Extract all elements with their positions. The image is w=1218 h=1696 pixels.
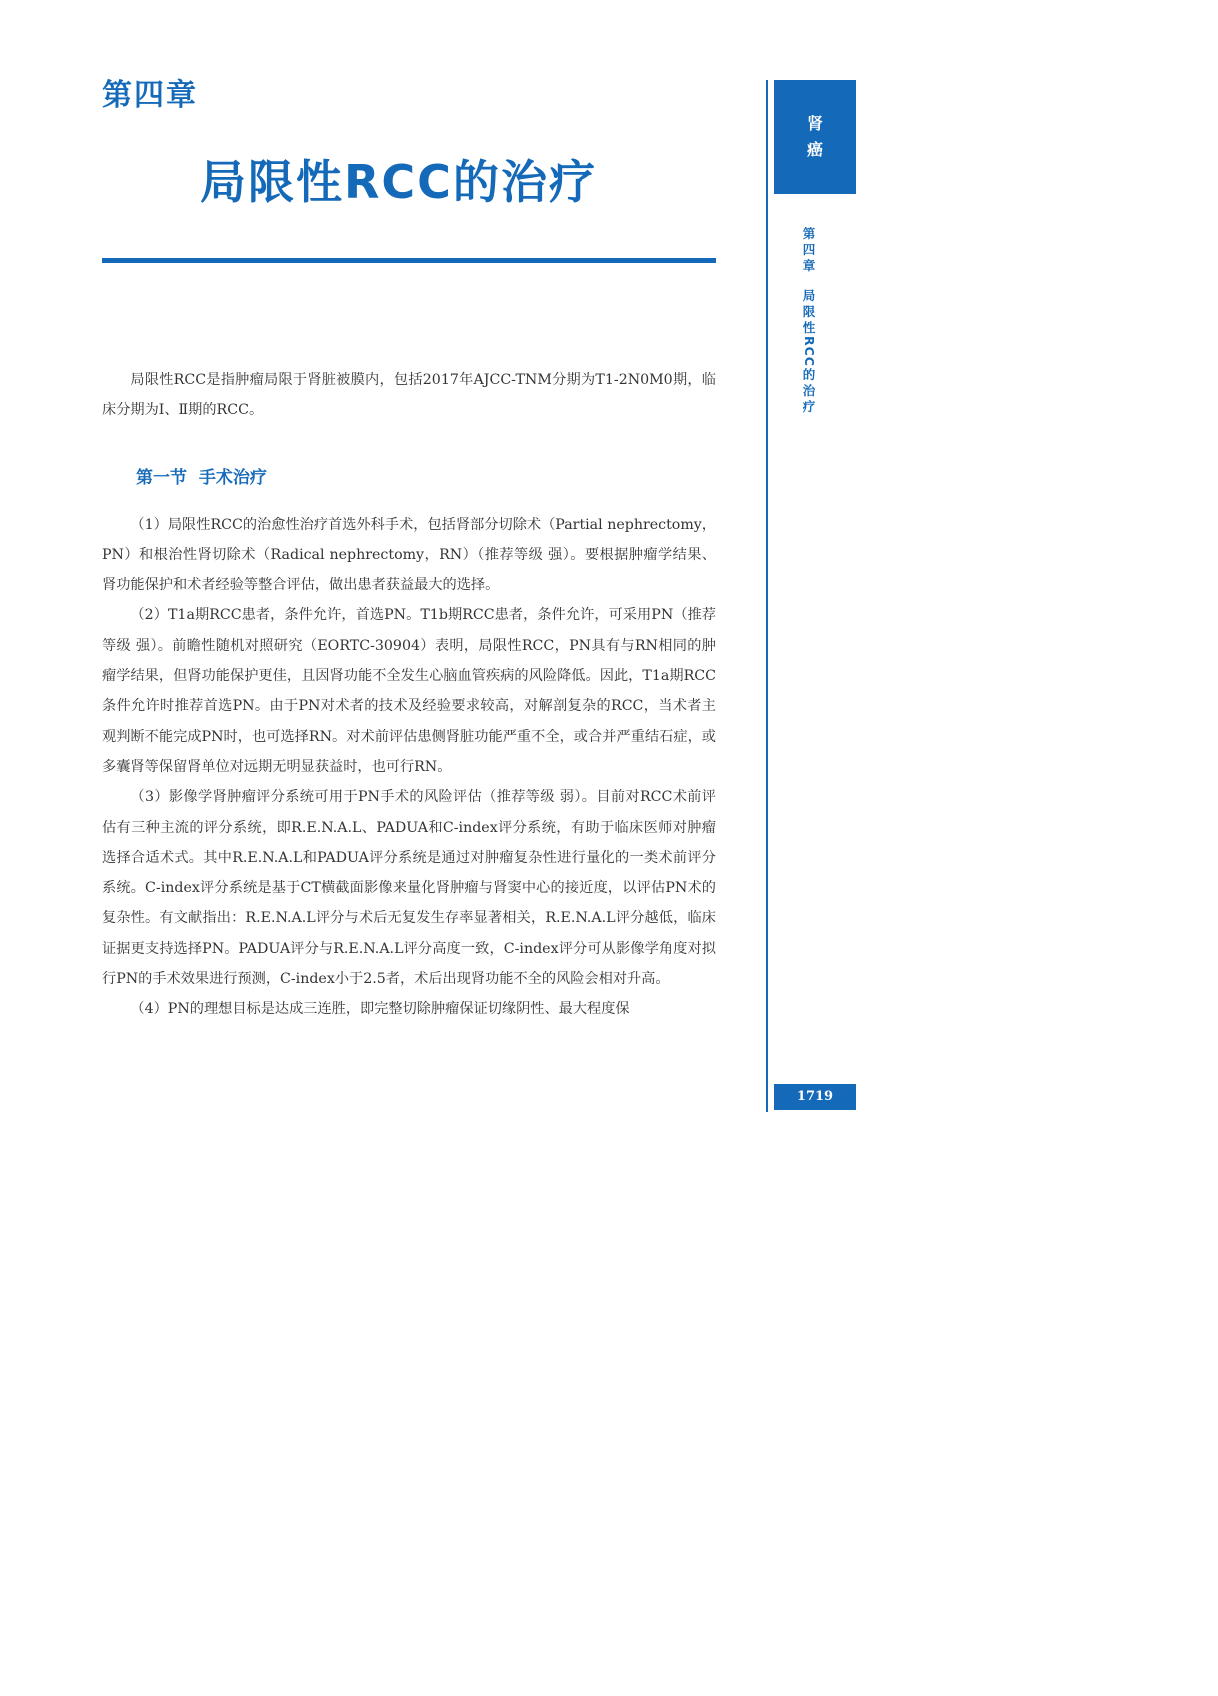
paragraph-1: （1）局限性RCC的治愈性治疗首选外科手术，包括肾部分切除术（Partial nephrectomy，PN）和根治性肾切除术（Radical nephrectomy，RN）（推荐等级 强）。要根据肿瘤学结果、肾功能保护和术者经验等整合评估，做出患者获益最大的选择。 [102, 516, 716, 594]
sidebar-tab-label: 肾癌 [806, 114, 823, 159]
sidebar-title-prefix: 局限性 [802, 288, 816, 335]
paragraph-4: （4）PN的理想目标是达成三连胜，即完整切除肿瘤保证切缘阴性、最大程度保 [130, 1001, 630, 1018]
sidebar-tab [774, 80, 856, 194]
section-heading: 第一节 手术治疗 [136, 467, 267, 488]
sidebar-title-rcc: RCC [802, 336, 817, 367]
title-rule [102, 258, 716, 263]
intro-paragraph: 局限性RCC是指肿瘤局限于肾脏被膜内，包括2017年AJCC-TNM分期为T1-2N0M0期，临床分期为Ⅰ、Ⅱ期的RCC。 [102, 372, 716, 419]
page-number: 1719 [774, 1084, 856, 1110]
sidebar-rule [766, 80, 768, 1112]
paragraph-2: （2）T1a期RCC患者，条件允许，首选PN。T1b期RCC患者，条件允许，可采用PN（推荐等级 强）。前瞻性随机对照研究（EORTC-30904）表明，局限性RCC，PN具有与RN相同的肿瘤学结果，但肾功能保护更佳，且因肾功能不全发生心脑血管疾病的风险降低。因此，T1a期RCC条件允许时推荐首选PN。由于PN对术者的技术及经验要求较高，对解剖复杂的RCC，当术者主观判断不能完成PN时，也可选择RN。对术前评估患侧肾脏功能严重不全，或合并严重结石症，或多囊肾等保留肾单位对远期无明显获益时，也可行RN。 [102, 607, 716, 775]
sidebar-gap [799, 274, 819, 288]
paragraph-3: （3）影像学肾肿瘤评分系统可用于PN手术的风险评估（推荐等级 弱）。目前对RCC术前评估有三种主流的评分系统，即R.E.N.A.L、PADUA和C-index评分系统，有助于临床医师对肿瘤选择合适术式。其中R.E.N.A.L和PADUA评分系统是通过对肿瘤复杂性进行量化的一类术前评分系统。C-index评分系统是基于CT横截面影像来量化肾肿瘤与肾窦中心的接近度，以评估PN术的复杂性。有文献指出：R.E.N.A.L评分与术后无复发生存率显著相关，R.E.N.A.L评分越低，临床证据更支持选择PN。PADUA评分与R.E.N.A.L评分高度一致，C-index评分可从影像学角度对拟行PN的手术效果进行预测，C-index小于2.5者，术后出现肾功能不全的风险会相对升高。 [102, 789, 716, 988]
main-text [102, 365, 716, 1025]
sidebar-chapter-label: 第四章 [802, 226, 816, 273]
sidebar-chapter-title [799, 226, 819, 415]
chapter-title: 局限性RCC的治疗 [200, 155, 597, 209]
sidebar-title-suffix: 的治疗 [802, 366, 816, 414]
chapter-label: 第四章 [102, 78, 198, 113]
